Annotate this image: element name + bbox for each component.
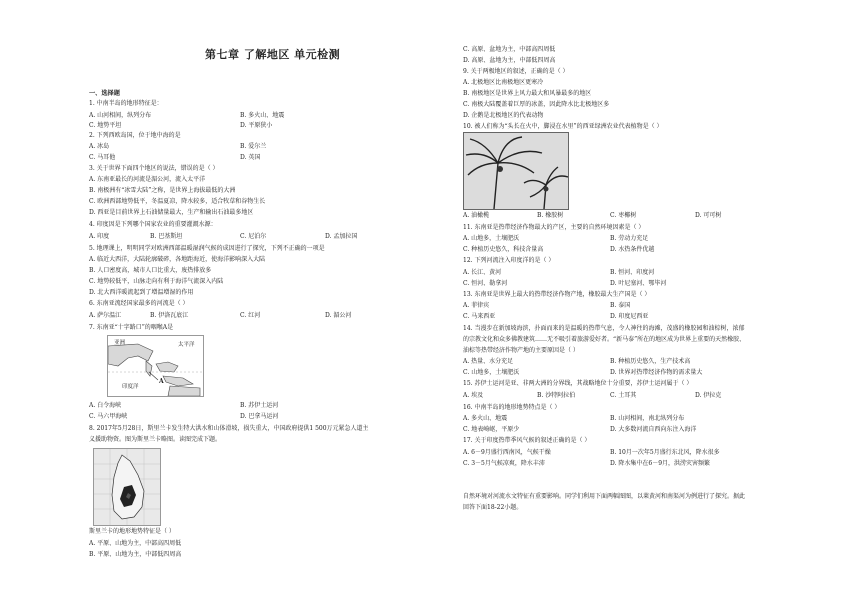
answer-option: D. 孟加拉国 <box>325 233 358 240</box>
answer-option: D. 平原狭小 <box>240 122 273 129</box>
question-line: 9. 关于两极地区的叙述，正确的是（ ） <box>463 68 569 75</box>
question-line: C. 地势较低平，山脉走向有利于海洋气流深入内陆 <box>89 278 224 285</box>
answer-option: C. 山地多，土壤肥沃 <box>463 369 520 376</box>
question-line: 7. 东南亚“十字路口”的咽喉A是 <box>89 324 174 331</box>
question-line: 14. 当漫步在新加坡海滨，扑面而来的是温暖的热带气息，令人神往的海滩，茂盛的橡胶园和油棕树，浓郁 <box>463 325 745 332</box>
answer-option: C. 土耳其 <box>610 392 637 399</box>
question-line: C. 南极大陆覆盖着巨厚的冰盖，因此降水比北极地区多 <box>463 101 610 108</box>
question-line: 5. 地理课上，明明同学对欧洲西部温暖湿润气候的成因进行了探究，下列不正确的一项是 <box>89 245 325 252</box>
answer-option: B. 山河相间，南北纵列分布 <box>610 415 685 422</box>
question-line: 1. 中南半岛的地形特征是： <box>89 100 163 107</box>
answer-option: C. 尼泊尔 <box>240 233 267 240</box>
answer-option: B. 伊洛瓦底江 <box>150 312 189 319</box>
question-line: B. 南极地区是世界上风力最大和风暴最多的地区 <box>463 90 592 97</box>
question-line: 6. 东南亚流经国家最多的河流是（ ） <box>89 300 189 307</box>
answer-option: C. 马耳他 <box>89 154 116 161</box>
map-label-asia: 亚洲 <box>114 340 126 346</box>
question-line: 15. 苏伊士运河是亚、非两大洲的分界线，其战略地位十分重要，苏伊士运河属于（ ） <box>463 380 693 387</box>
answer-option: D. 大多数河流自西向东注入海洋 <box>610 426 697 433</box>
question-line: C. 欧洲西部地势低平，冬温夏凉，降水较多，适合牧草和谷物生长 <box>89 198 266 205</box>
question-line: D. 企鹅是北极地区的代表动物 <box>463 112 544 119</box>
answer-option: B. 种植历史悠久，生产技术高 <box>610 358 691 365</box>
question-line: D. 高原、盆地为主，中部低四周高 <box>463 57 556 64</box>
answer-option: A. 印度 <box>89 233 110 240</box>
answer-option: A. 山河相间，纵列分布 <box>89 112 152 119</box>
section-heading: 一、选择题 <box>89 90 120 97</box>
answer-option: C. 地表崎岖，平原少 <box>463 426 520 433</box>
answer-option: D. 可可树 <box>695 212 722 219</box>
date-palm-photo <box>463 132 569 210</box>
answer-option: A. 6－9月盛行西南风，气候干燥 <box>463 449 551 456</box>
answer-option: B. 劳动力充足 <box>610 235 649 242</box>
question-line: 自然环境对河流水文特征有重要影响。同学们利用下面两幅图图，以莱黄河和南渠河为例进行了探究。据此 <box>463 493 746 500</box>
question-line: 11. 东南亚是热带经济作物最大的产区，主要的自然环境因素是（ ） <box>463 224 645 231</box>
answer-option: C. 马六甲海峡 <box>89 413 128 420</box>
answer-option: B. 苏伊士运河 <box>240 402 279 409</box>
question-line: 的宗教文化和众多佛教建筑……无不吸引着旅游爱好者。“新马泰”所在的地区成为世界上重要的天然橡胶、 <box>463 336 746 343</box>
answer-option: B. 恒河、印度河 <box>610 269 655 276</box>
answer-option: A. 冰岛 <box>89 143 110 150</box>
question-line: D. 北大西洋暖流起到了增温增湿的作用 <box>89 289 194 296</box>
question-line: 4. 印度因是下列哪个国家农业的重要灌溉水源： <box>89 221 217 228</box>
question-line: 13. 东南亚是世界上最大的热带经济作物产地，橡胶最大生产国是（ ） <box>463 291 651 298</box>
answer-option: D. 水热条件优越 <box>610 246 655 253</box>
answer-option: B. 沙特阿拉伯 <box>537 392 576 399</box>
map-label-indian-ocean: 印度洋 <box>122 384 139 390</box>
question-line: 斯里兰卡的地形地势特征是（ ） <box>89 528 175 535</box>
answer-option: C. 3－5月气候凉爽，降水丰沛 <box>463 460 545 467</box>
question-line: 12. 下列河流注入印度洋的是（ ） <box>463 257 555 264</box>
question-line: D. 西亚是目前世界上石油储量最大，生产和输出石油最多地区 <box>89 209 254 216</box>
question-line: 义援助物资。图为斯里兰卡略图。读图完成下题。 <box>89 436 222 443</box>
answer-option: D. 英国 <box>240 154 261 161</box>
question-line: B. 平原、山地为主，中部低四周高 <box>89 551 182 558</box>
answer-option: D. 世界对热带经济作物的需求量大 <box>610 369 703 376</box>
answer-option: B. 10月一次年5月盛行东北风，降水很多 <box>610 449 720 456</box>
question-line: A. 临近大西洋，大陆轮廓破碎，各地距海近，使海洋影响深入大陆 <box>89 256 266 263</box>
answer-option: B. 巴基斯坦 <box>150 233 183 240</box>
answer-option: B. 橡胶树 <box>537 212 564 219</box>
question-line: 3. 关于世界下面四个地区的说法，错误的是（ ） <box>89 165 219 172</box>
answer-option: B. 泰国 <box>610 302 631 309</box>
answer-option: A. 热量、水分充足 <box>463 358 514 365</box>
answer-option: C. 马来西亚 <box>463 313 496 320</box>
date-palm-graphic <box>464 133 568 209</box>
page-title: 第七章 了解地区 单元检测 <box>205 48 341 61</box>
answer-option: D. 叶尼塞河、鄂毕河 <box>610 280 667 287</box>
answer-option: D. 降水集中在6－9月，洪涝灾害频繁 <box>610 460 711 467</box>
answer-option: A. 埃及 <box>463 392 484 399</box>
answer-option: C. 地势平坦 <box>89 122 122 129</box>
answer-option: B. 多火山、地震 <box>240 112 285 119</box>
answer-option: C. 种植历史悠久，科技含量高 <box>463 246 544 253</box>
question-line: 8. 2017年5月28日，斯里兰卡发生特大洪水和山体滑坡，损失重大，中国政府提供1 500万元紧急人道主 <box>89 425 369 432</box>
answer-option: D. 巴拿马运河 <box>240 413 279 420</box>
answer-option: D. 湄公河 <box>325 312 352 319</box>
answer-option: A. 长江、黄河 <box>463 269 502 276</box>
answer-option: D. 伊拉克 <box>695 392 722 399</box>
question-line: 10. 被人们称为“头长在火中，脚浸在水里”的西亚绿洲农业代表植物是（ ） <box>463 123 663 130</box>
answer-option: C. 恒河、勒拿河 <box>463 280 508 287</box>
question-line: A. 东南亚最长的河流是湄公河，流入太平洋 <box>89 176 206 183</box>
question-line: 油棕等热带经济作物产地的主要原因是（ ） <box>463 347 579 354</box>
map-label-pacific: 太平洋 <box>178 342 195 348</box>
map-label-a: A <box>159 378 164 385</box>
answer-option: A. 菲律宾 <box>463 302 490 309</box>
answer-option: D. 印度尼西亚 <box>610 313 649 320</box>
answer-option: C. 红河 <box>240 312 261 319</box>
question-line: 2. 下列西欧岛国，位于地中海的是 <box>89 132 181 139</box>
answer-option: A. 萨尔温江 <box>89 312 122 319</box>
question-line: A. 平原、山地为主，中部高四周低 <box>89 540 182 547</box>
answer-option: A. 山地多，土壤肥沃 <box>463 235 520 242</box>
question-line: C. 高原、盆地为主，中部高四周低 <box>463 46 556 53</box>
question-line: A. 北极地区比南极地区更寒冷 <box>463 79 544 86</box>
question-line: 16. 中南半岛的地形地势特点是（ ） <box>463 404 561 411</box>
sri-lanka-map <box>93 448 161 526</box>
question-line: B. 南极洲有“冰雪大陆”之称，是世界上海拔最低的大洲 <box>89 187 236 194</box>
sri-lanka-graphic <box>94 449 160 525</box>
question-line: 17. 关于印度热带季风气候的叙述正确的是（ ） <box>463 437 591 444</box>
answer-option: A. 多火山、地震 <box>463 415 508 422</box>
answer-option: A. 油橄榄 <box>463 212 490 219</box>
answer-option: A. 白令海峡 <box>89 402 122 409</box>
southeast-asia-map <box>107 335 204 397</box>
answer-option: B. 爱尔兰 <box>240 143 267 150</box>
answer-option: C. 枣椰树 <box>610 212 637 219</box>
question-line: 回答下面18-22小题。 <box>463 504 523 511</box>
question-line: B. 人口密度高，城市人口比重大，废热排放多 <box>89 267 212 274</box>
